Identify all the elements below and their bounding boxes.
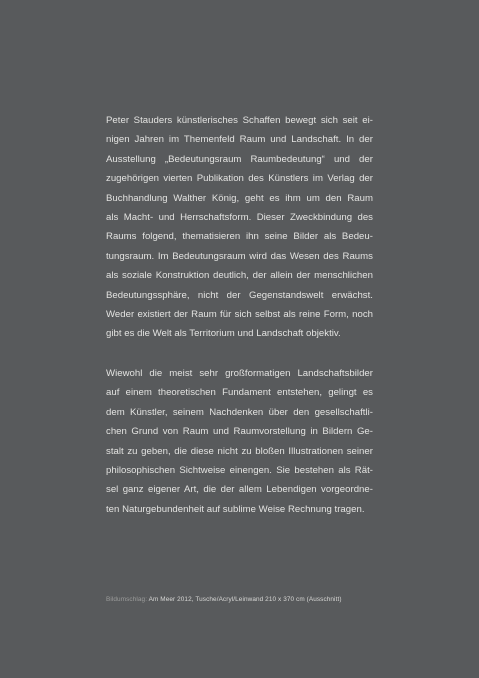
- paragraph-line: als Macht- und Herrschaftsform. Dieser Zweckbindung des: [106, 211, 373, 223]
- paragraph-line: als soziale Konstruktion deutlich, der allein der menschlichen: [106, 270, 373, 282]
- paragraph-line: philosophischen Sichtweise einengen. Sie bestehen als Rät-: [106, 464, 373, 476]
- paragraph-line: dem Künstler, seinem Nachdenken über den gesellschaftli-: [106, 406, 373, 418]
- paragraph-line: Raums folgend, thematisieren ihn seine Bilder als Bedeu-: [106, 231, 373, 243]
- paragraph-line: Bedeutungssphäre, nicht der Gegenstandswelt erwächst.: [106, 289, 373, 301]
- cover-image-caption: [106, 596, 342, 603]
- paragraph-line: Wiewohl die meist sehr großformatigen Landschaftsbilder: [106, 368, 373, 379]
- paragraph-line: tungsraum. Im Bedeutungsraum wird das Wesen des Raums: [106, 250, 373, 262]
- paragraph-line: chen Grund von Raum und Raumvorstellung in Bildern Ge-: [106, 426, 373, 438]
- paragraph-line: zugehörigen vierten Publikation des Künstlers im Verlag der: [106, 173, 373, 185]
- paragraph-line: Weder existiert der Raum für sich selbst als reine Form, noch: [106, 308, 373, 320]
- paragraph-line: ten Naturgebundenheit auf sublime Weise Rechnung tragen.: [106, 503, 365, 515]
- paragraph-line: sel ganz eigener Art, die der allem Lebendigen vorgeordne-: [106, 484, 373, 496]
- paragraph-line: Ausstellung „Bedeutungsraum Raumbedeutung“ und der: [106, 153, 373, 165]
- paragraph-line: stalt zu geben, die diese nicht zu bloßen Illustrationen seiner: [106, 445, 373, 457]
- caption-text: Am Meer 2012, Tusche/Acryl/Leinwand 210 x 370 cm (Ausschnitt): [148, 596, 342, 603]
- paragraph-line: Peter Stauders künstlerisches Schaffen bewegt sich seit ei-: [106, 115, 373, 126]
- paragraph-line: auf einem theoretischen Fundament entstehen, gelingt es: [106, 387, 373, 399]
- paragraph-line: Buchhandlung Walther König, geht es ihm um den Raum: [106, 192, 373, 204]
- paragraph-line: nigen Jahren im Themenfeld Raum und Landschaft. In der: [106, 134, 373, 146]
- paragraph-1: [106, 111, 373, 344]
- paragraph-line: gibt es die Welt als Territorium und Landschaft objektiv.: [106, 328, 341, 340]
- caption-label: Bildumschlag:: [106, 596, 148, 603]
- paragraph-2: [106, 364, 373, 519]
